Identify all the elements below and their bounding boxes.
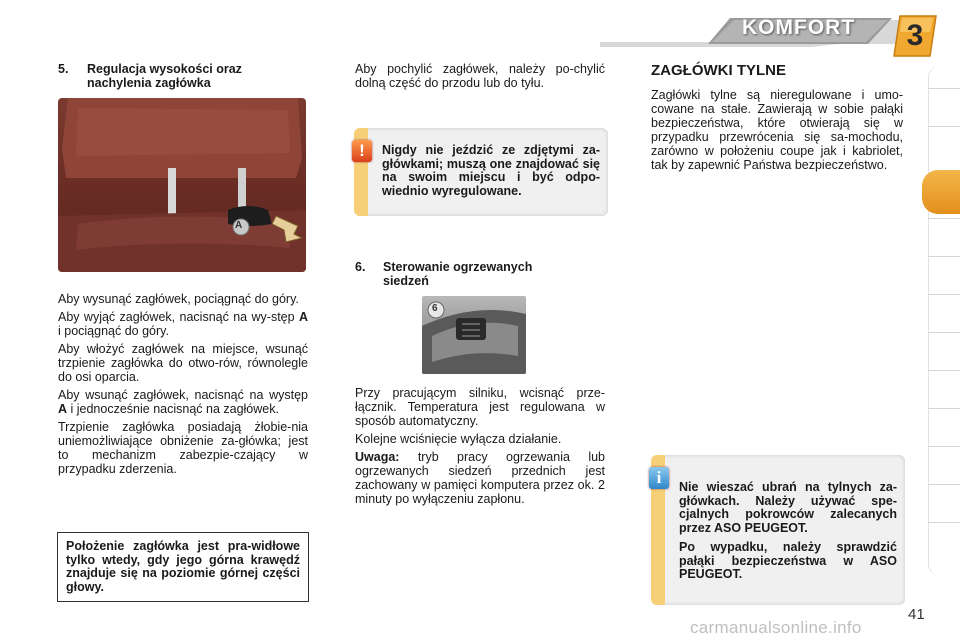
side-tab-12[interactable]: [928, 522, 960, 559]
heated-seat-para2: Kolejne wciśnięcie wyłącza działanie.: [355, 432, 562, 446]
warning-box: [354, 128, 608, 216]
side-tab-2[interactable]: [928, 126, 960, 163]
watermark: carmanualsonline.info: [690, 618, 862, 637]
section-6-title: [383, 260, 593, 288]
page-number: 41: [908, 606, 925, 623]
photo-label-a: A: [235, 220, 243, 231]
warning-text: Nigdy nie jeździć ze zdjętymi za-główkami; muszą one znajdować się na swoim miejscu i być odpo-wiednio wyregulowane.: [382, 143, 600, 198]
note-label: Uwaga:: [355, 450, 400, 464]
side-tab-5[interactable]: [928, 256, 960, 293]
info-text-1: Nie wieszać ubrań na tylnych za-główkach. Należy używać spe-cjalnych pokrowców zalecanych przez ASO PEUGEOT.: [679, 480, 897, 535]
heated-seat-switch-photo: [422, 296, 526, 374]
headrest-illustration: [58, 98, 306, 272]
tilt-text: Aby pochylić zagłówek, należy po-chylić dolną część do przodu lub do tyłu.: [355, 62, 605, 90]
section-6-number: 6.: [355, 260, 366, 274]
side-tab-7[interactable]: [928, 332, 960, 369]
info-text: [679, 481, 897, 582]
headrest-photo: [58, 98, 306, 272]
heated-seat-para1: Przy pracującym silniku, wcisnąć prze-łącznik. Temperatura jest regulowana w sposób automatyczny.: [355, 386, 605, 428]
side-tab-1[interactable]: [928, 88, 960, 125]
section-6-body: [355, 386, 605, 510]
heated-seat-note: Uwaga: tryb pracy ogrzewania lub ogrzewanych siedzeń przednich jest zachowany w pamięci komputera przez ok. 2 minuty po wyłączeniu zapłonu.: [355, 450, 605, 506]
bold-a-1: A: [298, 310, 308, 324]
para-remove: Aby wyjąć zagłówek, nacisnąć na wy-stęp A i pociągnąć do góry.: [58, 310, 308, 338]
warning-icon: !: [352, 140, 372, 162]
info-icon: i: [649, 467, 669, 489]
rear-headrests-title: ZAGŁÓWKI TYLNE: [651, 62, 786, 79]
side-tab-4[interactable]: [928, 218, 960, 255]
section-6-title-line1: Sterowanie ogrzewanych: [383, 260, 533, 274]
side-tab-8[interactable]: [928, 370, 960, 407]
side-tab-active[interactable]: [922, 170, 960, 214]
para-notches: Trzpienie zagłówka posiadają żłobie-nia uniemożliwiające obniżenie za-główka; jest to mechanizm zabezpie-czający w przypadku zderzenia.: [58, 420, 308, 476]
side-tab-9[interactable]: [928, 408, 960, 445]
photo-label-6: 6: [432, 303, 438, 314]
para-pull-up: Aby wysunąć zagłówek, pociągnąć do góry.: [58, 292, 299, 306]
info-box: [651, 455, 905, 605]
section-5-title: [87, 62, 297, 90]
side-tab-11[interactable]: [928, 484, 960, 521]
section-5-title-line1: Regulacja wysokości oraz: [87, 62, 242, 76]
section-5-number: 5.: [58, 62, 69, 76]
para-insert: Aby włożyć zagłówek na miejsce, wsunąć trzpienie zagłówka do otwo-rów, równolegle do osi oparcia.: [58, 342, 308, 384]
para-push-down: Aby wsunąć zagłówek, nacisnąć na występ A i jednocześnie nacisnąć na zagłówek.: [58, 388, 308, 416]
side-tab-10[interactable]: [928, 446, 960, 483]
position-note-box: Położenie zagłówka jest pra-widłowe tylko wtedy, gdy jego górna krawędź znajduje się na poziomie górnej części głowy.: [57, 532, 309, 602]
section-5-body: [58, 292, 308, 480]
bold-a-2: A: [58, 402, 68, 416]
side-tab-6[interactable]: [928, 294, 960, 331]
section-5-title-line2: nachylenia zagłówka: [87, 76, 211, 90]
rear-headrests-text: Zagłówki tylne są nieregulowane i umo-cowane na stałe. Zawierają w sobie pałąki bezpieczeństwa, które otwierają się w przypadku przewrócenia się sa-mochodu, zarówno w położeniu coupe jak i kabriolet, tak by zapewnić Państwa bezpieczeństwo.: [651, 88, 903, 172]
section-6-title-line2: siedzeń: [383, 274, 429, 288]
chapter-title: KOMFORT: [742, 16, 856, 39]
info-text-2: Po wypadku, należy sprawdzić pałąki bezpieczeństwa w ASO PEUGEOT.: [679, 540, 897, 581]
chapter-number: 3: [906, 19, 924, 52]
